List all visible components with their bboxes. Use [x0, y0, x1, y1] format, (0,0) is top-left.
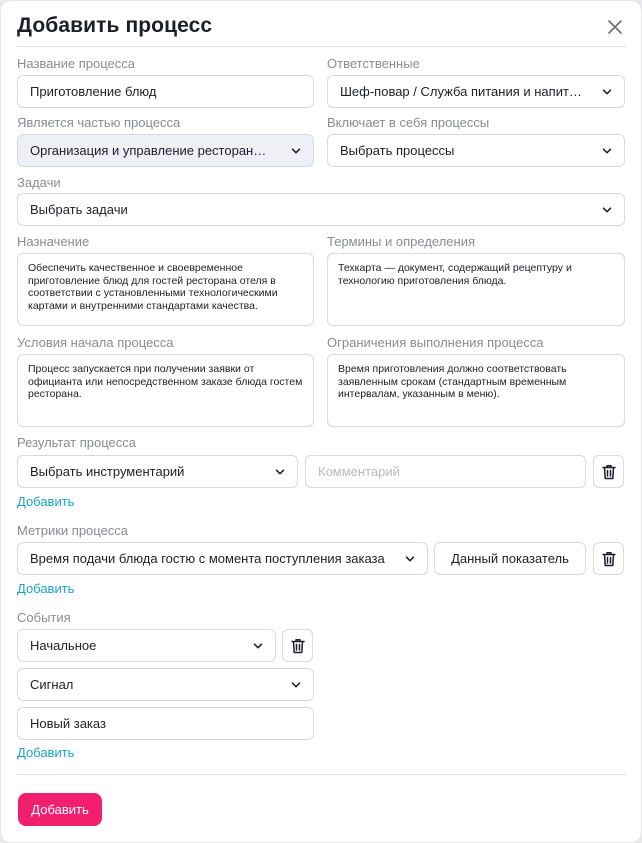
includes-value: Выбрать процессы [340, 143, 455, 158]
close-icon[interactable] [605, 17, 625, 37]
event-type-select[interactable] [17, 629, 276, 662]
add-result-link[interactable]: Добавить [17, 494, 75, 509]
chevron-down-icon [602, 205, 612, 215]
start-conditions-label: Условия начала процесса [17, 335, 174, 350]
event-name-input[interactable] [17, 707, 314, 740]
metric-value: Время подачи блюда гостю с момента поступления заказа [30, 551, 385, 566]
dialog-title: Добавить процесс [17, 14, 213, 37]
event-kind-value: Сигнал [30, 677, 74, 692]
header-divider [17, 46, 626, 47]
event-type-value: Начальное [30, 638, 97, 653]
name-label: Название процесса [17, 56, 135, 71]
footer-divider [17, 774, 626, 775]
metric-select[interactable] [17, 542, 428, 575]
parent-label: Является частью процесса [17, 115, 181, 130]
parent-value: Организация и управление ресторан… [30, 143, 267, 158]
events-label: События [17, 610, 71, 625]
comment-placeholder: Комментарий [318, 464, 400, 479]
chevron-down-icon [602, 146, 612, 156]
indicator-button-label: Данный показатель [451, 551, 569, 566]
result-tool-value: Выбрать инструментарий [30, 464, 185, 479]
purpose-textarea[interactable]: Обеспечить качественное и своевременное приготовление блюд для гостей ресторана отеля в соответствии с установленными технологическими картами и внутренними стандартами качества. [17, 253, 314, 326]
result-tool-select[interactable] [17, 455, 298, 488]
submit-button[interactable]: Добавить [18, 793, 102, 826]
chevron-down-icon [275, 467, 285, 477]
tasks-value: Выбрать задачи [30, 202, 128, 217]
delete-result-button[interactable] [593, 455, 624, 488]
includes-select[interactable] [327, 134, 625, 167]
limits-label: Ограничения выполнения процесса [327, 335, 544, 350]
trash-icon [602, 551, 616, 567]
trash-icon [602, 464, 616, 480]
tasks-select[interactable] [17, 193, 625, 226]
chevron-down-icon [291, 146, 301, 156]
chevron-down-icon [291, 680, 301, 690]
metrics-label: Метрики процесса [17, 523, 129, 538]
add-process-dialog [1, 1, 641, 842]
responsible-value: Шеф-повар / Служба питания и напит… [340, 84, 582, 99]
chevron-down-icon [253, 641, 263, 651]
event-name-value: Новый заказ [30, 716, 106, 731]
responsible-label: Ответственные [327, 56, 420, 71]
responsible-select[interactable] [327, 75, 625, 108]
add-metric-link[interactable]: Добавить [17, 581, 75, 596]
tasks-label: Задачи [17, 175, 61, 190]
trash-icon [291, 638, 305, 654]
purpose-label: Назначение [17, 234, 90, 249]
delete-event-button[interactable] [282, 629, 313, 662]
terms-label: Термины и определения [327, 234, 476, 249]
chevron-down-icon [602, 87, 612, 97]
terms-textarea[interactable]: Техкарта — документ, содержащий рецептуру и технологию приготовления блюда. [327, 253, 625, 326]
includes-label: Включает в себя процессы [327, 115, 490, 130]
name-value: Приготовление блюд [30, 84, 157, 99]
chevron-down-icon [405, 554, 415, 564]
start-conditions-textarea[interactable]: Процесс запускается при получении заявки от официанта или непосредственном заказе блюда гостем ресторана. [17, 354, 314, 427]
indicator-button[interactable] [434, 542, 586, 575]
delete-metric-button[interactable] [593, 542, 624, 575]
name-input[interactable] [17, 75, 314, 108]
limits-textarea[interactable]: Время приготовления должно соответствовать заявленным срокам (стандартным временным интервалам, указанным в меню). [327, 354, 625, 427]
add-event-link[interactable]: Добавить [17, 745, 75, 760]
result-comment-input[interactable] [305, 455, 586, 488]
parent-select[interactable] [17, 134, 314, 167]
event-kind-select[interactable] [17, 668, 314, 701]
result-label: Результат процесса [17, 435, 136, 450]
